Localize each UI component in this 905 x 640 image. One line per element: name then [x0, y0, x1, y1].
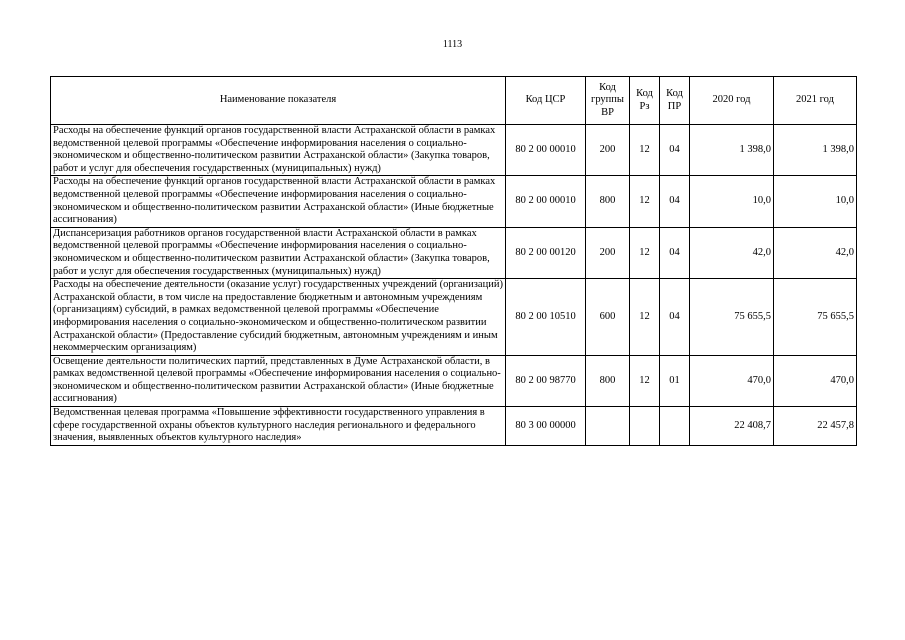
row-name: Ведомственная целевая программа «Повышение эффективности государственного управления в сфере государственной охраны объектов культурного наследия регионального и федерального значения, выявленных объектов культурного наследия» — [51, 407, 506, 446]
row-name: Освещение деятельности политических партий, представленных в Думе Астраханской области, в рамках ведомственной целевой программы «Обеспечение информирования населения о социально-экономическом и общественно-политическом развитии Астраханской области» (Иные бюджетные ассигнования) — [51, 355, 506, 406]
row-vr: 800 — [586, 355, 630, 406]
table-row — [51, 279, 857, 356]
row-pr: 04 — [660, 279, 690, 356]
row-rz: 12 — [630, 227, 660, 278]
header-pr: Код ПР — [660, 77, 690, 125]
row-2020: 10,0 — [690, 176, 774, 227]
row-2020: 22 408,7 — [690, 407, 774, 446]
row-2021: 470,0 — [774, 355, 857, 406]
row-2020: 1 398,0 — [690, 125, 774, 176]
row-pr: 01 — [660, 355, 690, 406]
row-name: Диспансеризация работников органов государственной власти Астраханской области в рамках ведомственной целевой программы «Обеспечение информирования населения о социально-экономическом и общественно-политическом развитии Астраханской области» (Закупка товаров, работ и услуг для обеспечения государственных (муниципальных) нужд) — [51, 227, 506, 278]
row-csr: 80 2 00 00010 — [506, 125, 586, 176]
row-vr: 800 — [586, 176, 630, 227]
table-row — [51, 355, 857, 406]
row-name: Расходы на обеспечение функций органов государственной власти Астраханской области в рамках ведомственной целевой программы «Обеспечение информирования населения о социально-экономическом и общественно-политическом развитии Астраханской области» (Закупка товаров, работ и услуг для обеспечения государственных (муниципальных) нужд) — [51, 125, 506, 176]
row-2020: 470,0 — [690, 355, 774, 406]
table-row — [51, 125, 857, 176]
budget-table — [50, 76, 857, 446]
row-pr: 04 — [660, 227, 690, 278]
row-csr: 80 2 00 00010 — [506, 176, 586, 227]
row-vr: 600 — [586, 279, 630, 356]
header-vr: Код группы ВР — [586, 77, 630, 125]
header-name: Наименование показателя — [51, 77, 506, 125]
row-pr — [660, 407, 690, 446]
page-number: 1113 — [442, 39, 463, 50]
header-csr: Код ЦСР — [506, 77, 586, 125]
table-row — [51, 227, 857, 278]
row-rz: 12 — [630, 176, 660, 227]
row-2021: 1 398,0 — [774, 125, 857, 176]
row-pr: 04 — [660, 176, 690, 227]
row-vr — [586, 407, 630, 446]
row-csr: 80 2 00 00120 — [506, 227, 586, 278]
row-2021: 75 655,5 — [774, 279, 857, 356]
table-row — [51, 176, 857, 227]
header-2021: 2021 год — [774, 77, 857, 125]
row-csr: 80 3 00 00000 — [506, 407, 586, 446]
row-name: Расходы на обеспечение функций органов государственной власти Астраханской области в рамках ведомственной целевой программы «Обеспечение информирования населения о социально-экономическом и общественно-политическом развитии Астраханской области» (Иные бюджетные ассигнования) — [51, 176, 506, 227]
row-rz: 12 — [630, 125, 660, 176]
row-vr: 200 — [586, 227, 630, 278]
row-rz: 12 — [630, 355, 660, 406]
row-csr: 80 2 00 10510 — [506, 279, 586, 356]
row-2021: 42,0 — [774, 227, 857, 278]
row-name: Расходы на обеспечение деятельности (оказание услуг) государственных учреждений (организаций) Астраханской области, в том числе на предоставление бюджетным и автономным учреждениям (организациям) субсидий, в рамках ведомственной целевой программы «Обеспечение информирования населения о социально-экономическом и общественно-политическом развитии Астраханской области» (Предоставление субсидий бюджетным, автономным учреждениям и иным некоммерческим организациям) — [51, 279, 506, 356]
row-2021: 10,0 — [774, 176, 857, 227]
table-row — [51, 407, 857, 446]
row-2020: 75 655,5 — [690, 279, 774, 356]
row-rz — [630, 407, 660, 446]
row-pr: 04 — [660, 125, 690, 176]
header-2020: 2020 год — [690, 77, 774, 125]
row-vr: 200 — [586, 125, 630, 176]
header-rz: Код Рз — [630, 77, 660, 125]
row-2021: 22 457,8 — [774, 407, 857, 446]
row-rz: 12 — [630, 279, 660, 356]
row-2020: 42,0 — [690, 227, 774, 278]
row-csr: 80 2 00 98770 — [506, 355, 586, 406]
table-header-row — [51, 77, 857, 125]
